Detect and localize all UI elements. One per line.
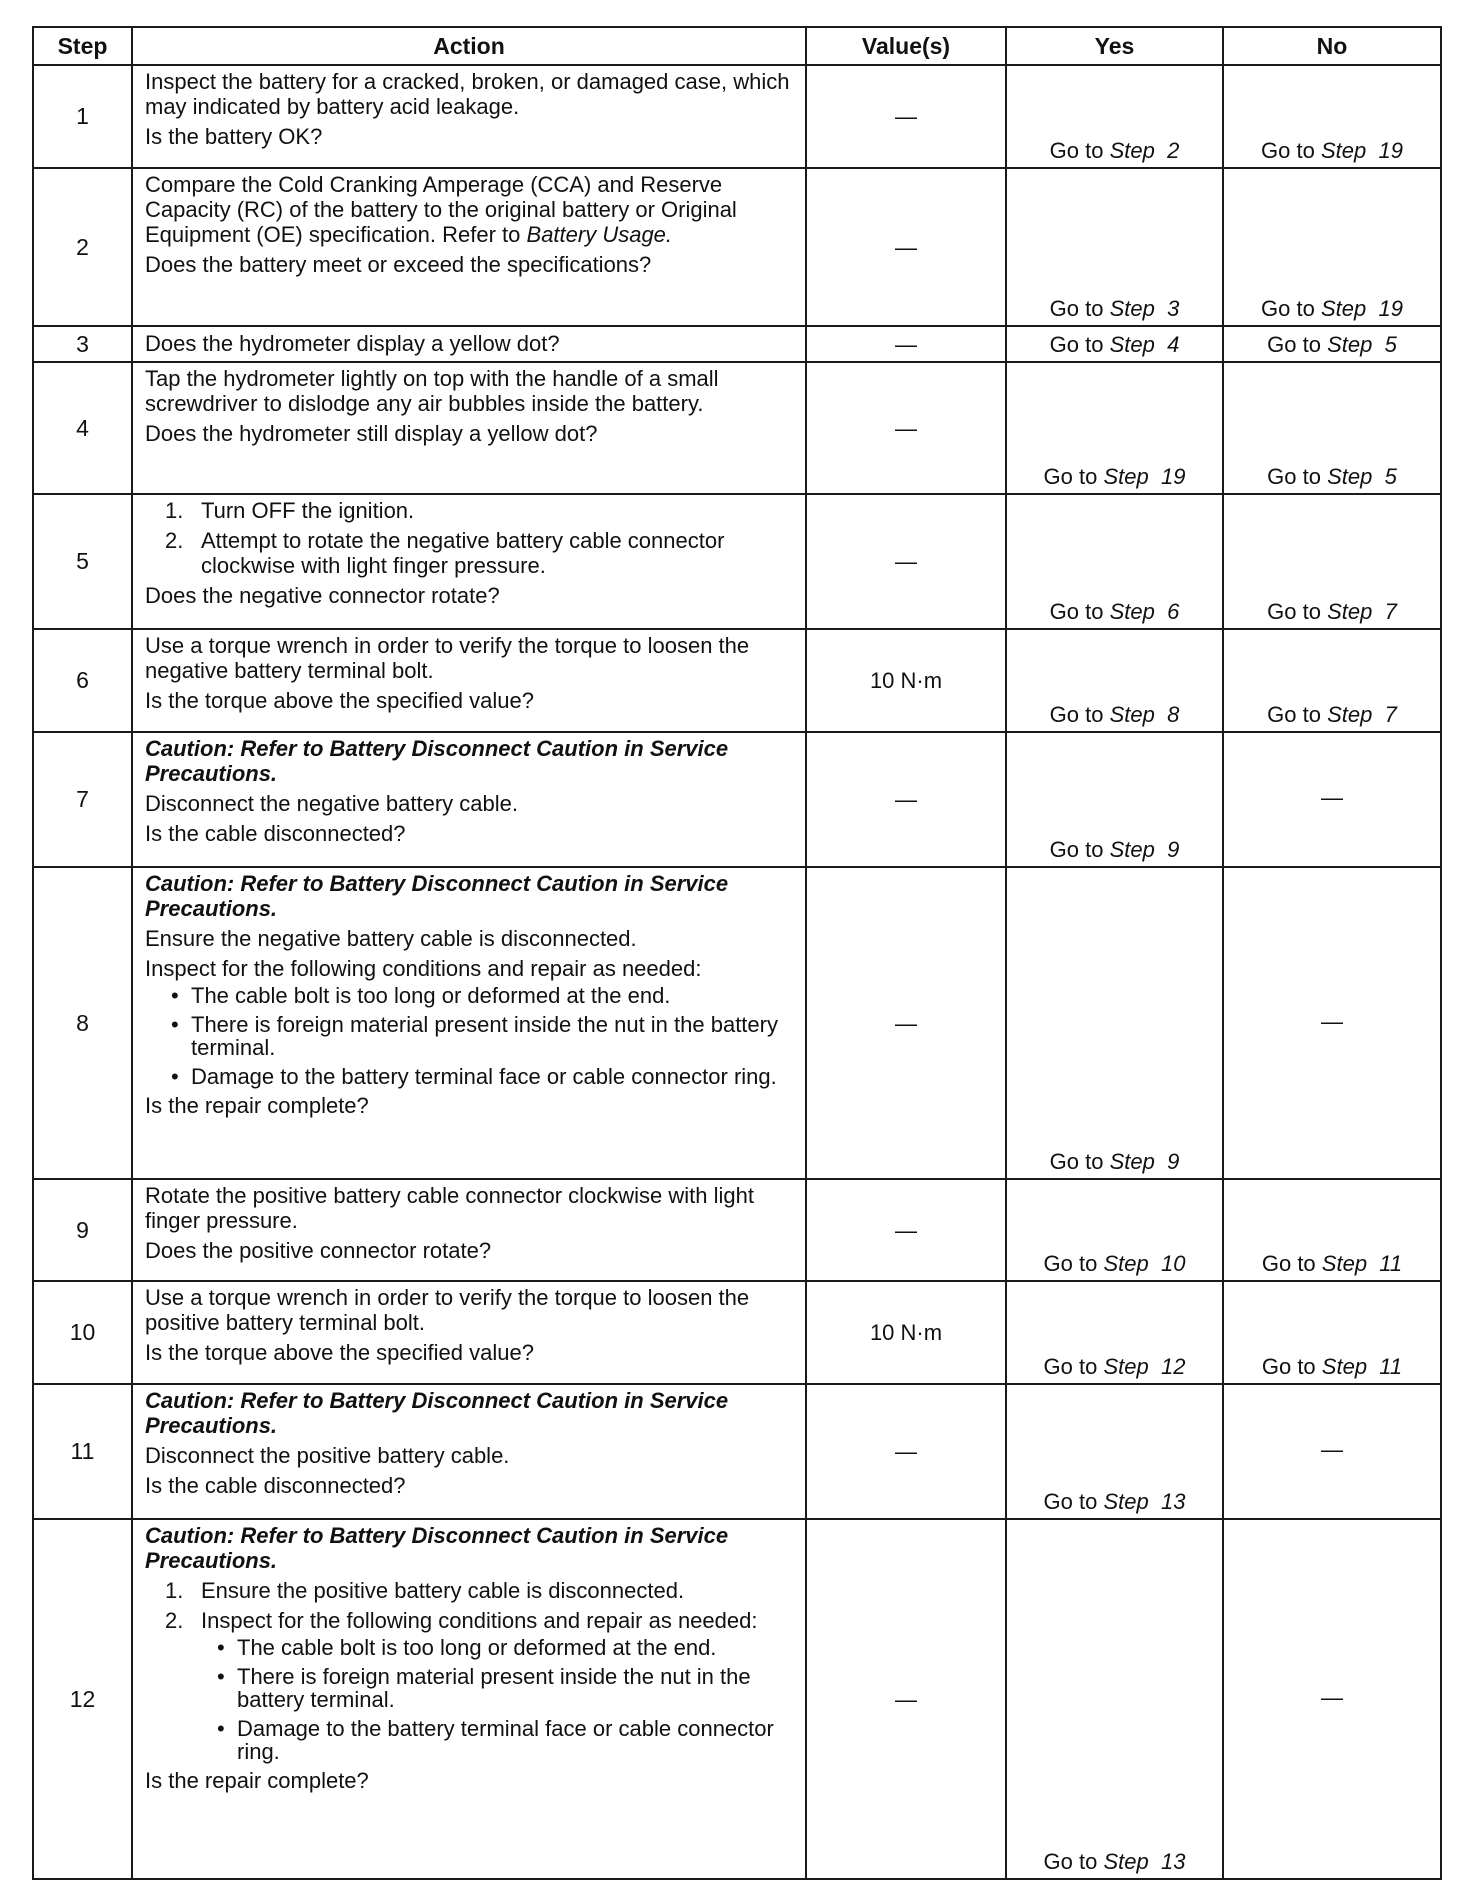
bullet-icon: • [171, 1064, 179, 1089]
numbered-list [145, 1578, 795, 1763]
value-cell: — [806, 326, 1006, 362]
bullet-icon: • [217, 1664, 225, 1689]
no-cell: — [1223, 1384, 1441, 1519]
goto-step-number: 2 [1167, 138, 1180, 163]
no-cell [1223, 326, 1441, 362]
list-item-text: Damage to the battery terminal face or cable connector ring. [191, 1064, 777, 1089]
goto-step-number: 7 [1384, 702, 1397, 727]
action-text [145, 172, 795, 247]
goto-step-word: Step [1103, 1489, 1149, 1514]
table-row [33, 629, 1441, 732]
list-item-text: There is foreign material present inside the nut in the battery terminal. [237, 1664, 751, 1712]
bullet-list [145, 1636, 795, 1763]
yes-cell [1006, 629, 1223, 732]
goto-prefix: Go to [1267, 702, 1321, 727]
list-number: 1. [165, 1578, 184, 1603]
table-row [33, 65, 1441, 168]
yes-cell [1006, 326, 1223, 362]
goto-step-word: Step [1320, 296, 1367, 321]
list-item-text: Attempt to rotate the negative battery cable connector clockwise with light finger pressure. [201, 528, 725, 578]
goto-step-number: 19 [1378, 138, 1403, 163]
list-item [145, 1013, 795, 1059]
reference-link[interactable]: Battery Usage. [526, 222, 673, 247]
goto-prefix: Go to [1049, 599, 1104, 624]
goto-step-word: Step [1109, 599, 1155, 624]
goto-step-number: 9 [1167, 1149, 1180, 1174]
list-item-text: Damage to the battery terminal face or cable connector ring. [237, 1716, 774, 1764]
action-question: Does the negative connector rotate? [145, 583, 500, 608]
yes-cell [1006, 65, 1223, 168]
list-item-text: The cable bolt is too long or deformed at the end. [191, 983, 671, 1008]
bullet-icon: • [171, 1012, 179, 1037]
table-row [33, 494, 1441, 629]
header-action: Action [132, 27, 806, 65]
step-number: 2 [33, 168, 132, 326]
yes-cell [1006, 1179, 1223, 1281]
goto-prefix: Go to [1267, 331, 1321, 357]
yes-cell [1006, 732, 1223, 867]
goto-step-word: Step [1109, 331, 1155, 357]
action-cell [132, 1281, 806, 1384]
header-row [33, 27, 1441, 65]
step-number: 7 [33, 732, 132, 867]
action-text: Disconnect the positive battery cable. [145, 1443, 510, 1468]
action-cell [132, 629, 806, 732]
goto-step-word: Step [1103, 1849, 1149, 1874]
goto-step-number: 13 [1160, 1489, 1186, 1514]
diagnostic-table [32, 26, 1442, 1880]
table-row [33, 326, 1441, 362]
no-cell: — [1223, 1519, 1441, 1879]
action-question: Is the torque above the specified value? [145, 688, 534, 713]
action-question: Does the hydrometer still display a yellow dot? [145, 421, 598, 446]
goto-prefix: Go to [1049, 1149, 1104, 1174]
goto-prefix: Go to [1261, 1251, 1316, 1276]
goto-prefix: Go to [1261, 296, 1315, 321]
goto-step-word: Step [1109, 837, 1155, 862]
list-item-text: Inspect for the following conditions and repair as needed: [201, 1608, 758, 1633]
list-item [145, 528, 795, 578]
step-number: 3 [33, 326, 132, 362]
header-no: No [1223, 27, 1441, 65]
goto-step-word: Step [1103, 1354, 1149, 1379]
table-row [33, 362, 1441, 494]
goto-prefix: Go to [1043, 1354, 1098, 1379]
goto-prefix: Go to [1049, 837, 1104, 862]
no-cell [1223, 362, 1441, 494]
value-cell: — [806, 494, 1006, 629]
step-number: 9 [33, 1179, 132, 1281]
action-text: Use a torque wrench in order to verify the torque to loosen the positive battery terminal bolt. [145, 1285, 750, 1335]
action-cell [132, 65, 806, 168]
no-cell [1223, 65, 1441, 168]
goto-step-number: 7 [1384, 599, 1397, 624]
goto-step-number: 11 [1379, 1354, 1403, 1379]
goto-prefix: Go to [1261, 138, 1315, 163]
value-cell: 10 N·m [806, 629, 1006, 732]
yes-cell [1006, 1519, 1223, 1879]
value-cell: — [806, 1179, 1006, 1281]
action-question: Does the hydrometer display a yellow dot? [145, 331, 560, 356]
goto-prefix: Go to [1267, 464, 1321, 489]
action-text: Ensure the negative battery cable is disconnected. [145, 926, 637, 951]
caution-note: Caution: Refer to Battery Disconnect Caution in Service Precautions. [145, 1388, 729, 1438]
bullet-icon: • [171, 983, 179, 1008]
value-cell: — [806, 732, 1006, 867]
goto-step-number: 19 [1160, 464, 1186, 489]
action-question: Is the battery OK? [145, 124, 323, 149]
goto-step-word: Step [1103, 464, 1149, 489]
action-cell [132, 1179, 806, 1281]
diagnostic-table-page [32, 26, 1440, 1880]
goto-step-number: 10 [1160, 1251, 1186, 1276]
list-item [145, 1717, 795, 1763]
table-row [33, 1281, 1441, 1384]
goto-step-number: 8 [1167, 702, 1180, 727]
bullet-icon: • [217, 1716, 225, 1741]
step-number: 4 [33, 362, 132, 494]
action-text: Rotate the positive battery cable connector clockwise with light finger pressure. [145, 1183, 754, 1233]
goto-prefix: Go to [1043, 1849, 1098, 1874]
table-row [33, 1179, 1441, 1281]
caution-note: Caution: Refer to Battery Disconnect Caution in Service Precautions. [145, 736, 729, 786]
step-number: 11 [33, 1384, 132, 1519]
no-cell: — [1223, 867, 1441, 1179]
step-number: 1 [33, 65, 132, 168]
goto-prefix: Go to [1049, 702, 1104, 727]
no-cell [1223, 1179, 1441, 1281]
goto-prefix: Go to [1267, 599, 1321, 624]
list-number: 1. [165, 498, 184, 523]
action-cell [132, 1519, 806, 1879]
list-item [145, 1578, 795, 1603]
goto-step-number: 19 [1378, 296, 1403, 321]
list-item-text: The cable bolt is too long or deformed at the end. [237, 1635, 717, 1660]
yes-cell [1006, 494, 1223, 629]
table-row [33, 732, 1441, 867]
goto-step-word: Step [1103, 1251, 1149, 1276]
list-item-text: There is foreign material present inside the nut in the battery terminal. [191, 1012, 778, 1060]
bullet-list [145, 984, 795, 1088]
value-cell: — [806, 867, 1006, 1179]
action-text: Tap the hydrometer lightly on top with the handle of a small screwdriver to dislodge any air bubbles inside the battery. [145, 366, 719, 416]
goto-step-number: 11 [1379, 1251, 1403, 1276]
list-item [145, 1608, 795, 1763]
no-cell: — [1223, 732, 1441, 867]
bullet-icon: • [217, 1635, 225, 1660]
value-cell: — [806, 168, 1006, 326]
goto-step-number: 4 [1167, 331, 1180, 357]
action-text-body: Compare the Cold Cranking Amperage (CCA) and Reserve Capacity (RC) of the battery to the original battery or Original Equipment (OE) specification. Refer to [145, 172, 737, 247]
action-question: Is the repair complete? [145, 1768, 369, 1793]
list-item [145, 1665, 795, 1711]
list-number: 2. [165, 528, 184, 553]
action-cell [132, 867, 806, 1179]
action-question: Is the cable disconnected? [145, 1473, 406, 1498]
action-cell [132, 494, 806, 629]
goto-step-word: Step [1109, 702, 1155, 727]
header-yes: Yes [1006, 27, 1223, 65]
action-question: Does the battery meet or exceed the specifications? [145, 252, 652, 277]
table-row [33, 867, 1441, 1179]
action-text: Disconnect the negative battery cable. [145, 791, 519, 816]
value-cell: — [806, 1519, 1006, 1879]
yes-cell [1006, 362, 1223, 494]
goto-step-word: Step [1327, 702, 1373, 727]
goto-step-word: Step [1327, 331, 1373, 357]
step-number: 6 [33, 629, 132, 732]
yes-cell [1006, 168, 1223, 326]
action-cell [132, 326, 806, 362]
header-values: Value(s) [806, 27, 1006, 65]
caution-note: Caution: Refer to Battery Disconnect Caution in Service Precautions. [145, 1523, 729, 1573]
action-text: Inspect for the following conditions and repair as needed: [145, 956, 702, 981]
goto-step-word: Step [1321, 1251, 1368, 1276]
goto-step-word: Step [1327, 464, 1373, 489]
no-cell [1223, 1281, 1441, 1384]
goto-prefix: Go to [1049, 331, 1104, 357]
goto-step-number: 12 [1160, 1354, 1186, 1379]
caution-note: Caution: Refer to Battery Disconnect Caution in Service Precautions. [145, 871, 729, 921]
goto-step-word: Step [1320, 138, 1367, 163]
action-cell [132, 362, 806, 494]
action-question: Does the positive connector rotate? [145, 1238, 492, 1263]
no-cell [1223, 168, 1441, 326]
list-item [145, 984, 795, 1007]
list-item [145, 498, 795, 523]
table-row [33, 1384, 1441, 1519]
header-step: Step [33, 27, 132, 65]
goto-prefix: Go to [1043, 1251, 1098, 1276]
goto-step-number: 5 [1384, 331, 1397, 357]
list-number: 2. [165, 1608, 184, 1633]
action-cell [132, 168, 806, 326]
goto-step-number: 3 [1167, 296, 1180, 321]
goto-step-number: 9 [1167, 837, 1180, 862]
action-text: Use a torque wrench in order to verify the torque to loosen the negative battery terminal bolt. [145, 633, 750, 683]
action-question: Is the repair complete? [145, 1093, 369, 1118]
value-cell: — [806, 1384, 1006, 1519]
goto-prefix: Go to [1049, 138, 1104, 163]
yes-cell [1006, 1384, 1223, 1519]
table-row [33, 1519, 1441, 1879]
action-cell [132, 1384, 806, 1519]
goto-step-number: 13 [1160, 1849, 1186, 1874]
list-item [145, 1636, 795, 1659]
goto-step-word: Step [1109, 296, 1155, 321]
goto-prefix: Go to [1043, 1489, 1098, 1514]
step-number: 8 [33, 867, 132, 1179]
table-row [33, 168, 1441, 326]
step-number: 10 [33, 1281, 132, 1384]
value-cell: — [806, 65, 1006, 168]
goto-prefix: Go to [1043, 464, 1098, 489]
action-cell [132, 732, 806, 867]
goto-prefix: Go to [1261, 1354, 1316, 1379]
list-item-text: Turn OFF the ignition. [201, 498, 415, 523]
action-question: Is the cable disconnected? [145, 821, 406, 846]
list-item-text: Ensure the positive battery cable is disconnected. [201, 1578, 685, 1603]
yes-cell [1006, 1281, 1223, 1384]
no-cell [1223, 494, 1441, 629]
action-question: Is the torque above the specified value? [145, 1340, 534, 1365]
no-cell [1223, 629, 1441, 732]
goto-step-word: Step [1109, 1149, 1155, 1174]
goto-prefix: Go to [1049, 296, 1104, 321]
yes-cell [1006, 867, 1223, 1179]
step-number: 12 [33, 1519, 132, 1879]
value-cell: — [806, 362, 1006, 494]
action-text: Inspect the battery for a cracked, broken, or damaged case, which may indicated by battery acid leakage. [145, 69, 790, 119]
step-number: 5 [33, 494, 132, 629]
goto-step-word: Step [1109, 138, 1155, 163]
goto-step-word: Step [1321, 1354, 1368, 1379]
value-cell: 10 N·m [806, 1281, 1006, 1384]
goto-step-number: 6 [1167, 599, 1180, 624]
goto-step-number: 5 [1384, 464, 1397, 489]
list-item [145, 1065, 795, 1088]
numbered-list [145, 498, 795, 578]
goto-step-word: Step [1327, 599, 1373, 624]
